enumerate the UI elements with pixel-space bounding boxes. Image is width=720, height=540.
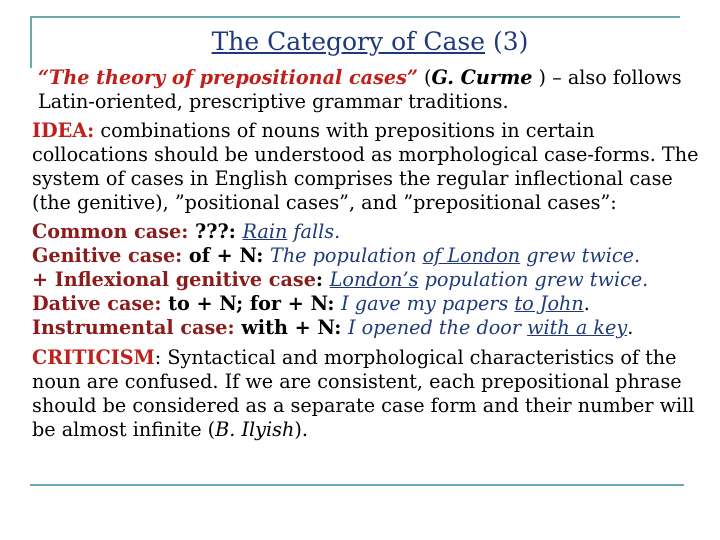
example-label: Common case: — [32, 220, 189, 243]
example-text: grew twice. — [520, 244, 641, 267]
example-text: Rain — [242, 220, 288, 243]
example-formula: of + N — [182, 244, 257, 267]
slide-title — [0, 27, 720, 57]
criticism-label: CRITICISM — [32, 346, 155, 369]
example-common — [32, 220, 700, 244]
decorative-top-line — [30, 16, 680, 18]
example-genitive — [32, 244, 700, 268]
example-text: falls. — [287, 220, 341, 243]
examples-list — [32, 220, 700, 340]
example-colon: : — [334, 316, 348, 339]
slide-title-main: The Category of Case — [211, 27, 485, 56]
intro-author: G. Curme — [431, 66, 533, 89]
example-text: London’s — [329, 268, 419, 291]
criticism-end: ). — [294, 418, 308, 441]
example-instrumental — [32, 316, 700, 340]
example-formula: to + N; for + N — [161, 292, 328, 315]
intro-rest: ) – also follows Latin-oriented, prescriptive grammar traditions. — [38, 66, 682, 113]
example-label: Genitive case: — [32, 244, 183, 267]
example-tail: . — [583, 292, 590, 315]
example-label: Instrumental case: — [32, 316, 235, 339]
example-text: with a key — [527, 316, 628, 339]
decorative-bottom-line — [30, 484, 684, 486]
criticism-text: : Syntactical and morphological characteristics of the noun are confused. If we are consistent, each prepositional phrase should be considered as a separate case form and their number will be almost infinite ( — [32, 346, 695, 441]
example-label: + Inflexional genitive case — [32, 268, 316, 291]
criticism-paragraph — [32, 346, 700, 442]
slide-body — [32, 66, 700, 447]
example-formula: with + N — [234, 316, 335, 339]
intro-paragraph — [32, 66, 700, 114]
example-colon: : — [256, 244, 271, 267]
idea-text: combinations of nouns with prepositions in certain collocations should be understood as morphological case-forms. The system of cases in English comprises the regular inflectional case (the genitive), ”positional cases”, and ”prepositional cases”: — [32, 119, 699, 214]
example-colon: : — [315, 268, 330, 291]
idea-label: IDEA: — [32, 119, 95, 142]
example-text: The population — [270, 244, 423, 267]
example-text: I opened the door — [347, 316, 528, 339]
example-text: of London — [422, 244, 521, 267]
example-text: to John — [514, 292, 584, 315]
example-tail: . — [627, 316, 634, 339]
example-formula: ??? — [188, 220, 229, 243]
example-text: I gave my papers — [341, 292, 515, 315]
example-label: Dative case: — [32, 292, 162, 315]
intro-open-paren: ( — [417, 66, 432, 89]
example-colon: : — [327, 292, 342, 315]
example-dative — [32, 292, 700, 316]
example-inflexional-genitive — [32, 268, 700, 292]
example-text: population grew twice. — [418, 268, 649, 291]
slide-title-number: (3) — [492, 27, 529, 56]
criticism-author: B. Ilyish — [215, 418, 295, 441]
example-colon: : — [228, 220, 243, 243]
idea-paragraph — [32, 119, 700, 215]
intro-quote: “The theory of prepositional cases” — [38, 66, 418, 89]
